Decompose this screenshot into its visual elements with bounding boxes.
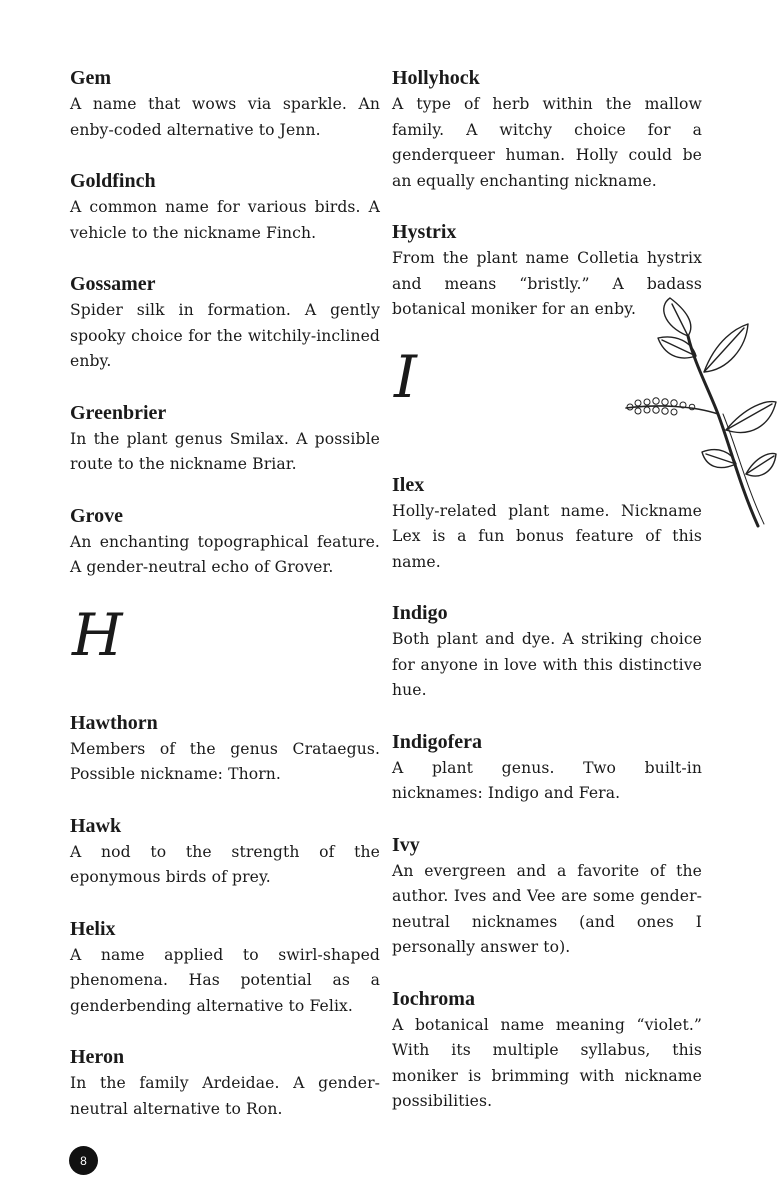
- entry-definition: A plant genus. Two built-in nicknames: Indigo and Fera.: [392, 758, 702, 802]
- name-entry: [70, 270, 380, 375]
- entry-definition: Members of the genus Crataegus. Possible nickname: Thorn.: [70, 739, 380, 783]
- entry-name: Hawthorn: [70, 711, 158, 734]
- name-entry: [70, 1043, 380, 1122]
- entry-name: Gossamer: [70, 273, 156, 295]
- name-entry: [392, 64, 702, 194]
- entry-name: Gem: [70, 67, 112, 89]
- page-number-badge: 8: [69, 1146, 98, 1175]
- entry-definition: Both plant and dye. A striking choice for anyone in love with this distinctive hue.: [392, 630, 702, 699]
- entry-name: Grove: [70, 504, 123, 527]
- section-letter-i: I: [394, 342, 417, 411]
- name-entry: [70, 399, 380, 478]
- entry-name: Helix: [70, 917, 116, 940]
- entry-definition: A nod to the strength of the eponymous birds of prey.: [70, 842, 380, 886]
- entry-name: Hystrix: [392, 221, 457, 243]
- plant-sprig-icon: [618, 296, 778, 532]
- right-column: [392, 64, 702, 1139]
- entry-name: Hawk: [70, 814, 122, 837]
- entry-definition: An evergreen and a favorite of the author. Ives and Vee are some gender-neutral nicknames (and ones I personally answer to).: [392, 861, 702, 956]
- entry-name: Ilex: [392, 473, 425, 496]
- entry-name: Goldfinch: [70, 170, 156, 192]
- name-entry: [70, 167, 380, 246]
- entry-definition: Holly-related plant name. Nickname Lex is a fun bonus feature of this name.: [392, 501, 702, 571]
- entry-definition: Spider silk in formation. A gently spooky choice for the witchily-inclined enby.: [70, 301, 380, 370]
- name-entry: [70, 709, 380, 788]
- name-entry: [392, 599, 702, 704]
- left-column: [70, 64, 380, 1146]
- name-entry: [70, 502, 380, 581]
- entry-definition: In the family Ardeidae. A gender-neutral alternative to Ron.: [70, 1074, 380, 1118]
- entry-definition: A name applied to swirl-shaped phenomena. Has potential as a genderbending alternative to Felix.: [70, 945, 380, 1015]
- entry-name: Indigo: [392, 602, 448, 624]
- entry-name: Heron: [70, 1046, 125, 1068]
- entry-definition: From the plant name Colletia hystrix and means “bristly.” A badass botanical moniker for an enby.: [392, 249, 702, 318]
- entry-definition: A type of herb within the mallow family. A witchy choice for a genderqueer human. Holly could be an equally enchanting nickname.: [392, 95, 702, 190]
- entry-definition: A common name for various birds. A vehicle to the nickname Finch.: [70, 198, 380, 242]
- name-entry: [70, 915, 380, 1020]
- entry-name: Hollyhock: [392, 67, 480, 89]
- name-entry: [392, 728, 702, 807]
- section-letter-h: H: [72, 600, 123, 669]
- entry-name: Ivy: [392, 833, 420, 856]
- entry-name: Greenbrier: [70, 401, 167, 424]
- entry-definition: An enchanting topographical feature. A gender-neutral echo of Grover.: [70, 532, 380, 576]
- entry-definition: In the plant genus Smilax. A possible route to the nickname Briar.: [70, 429, 380, 473]
- entry-definition: A botanical name meaning “violet.” With its multiple syllabus, this moniker is brimming with nickname possibilities.: [392, 1015, 702, 1110]
- name-entry: [70, 64, 380, 143]
- entry-definition: A name that wows via sparkle. An enby-coded alternative to Jenn.: [70, 95, 380, 139]
- entry-name: Indigofera: [392, 730, 482, 753]
- name-entry: [392, 831, 702, 961]
- name-entry: [70, 812, 380, 891]
- name-entry: [392, 985, 702, 1115]
- entry-name: Iochroma: [392, 987, 475, 1010]
